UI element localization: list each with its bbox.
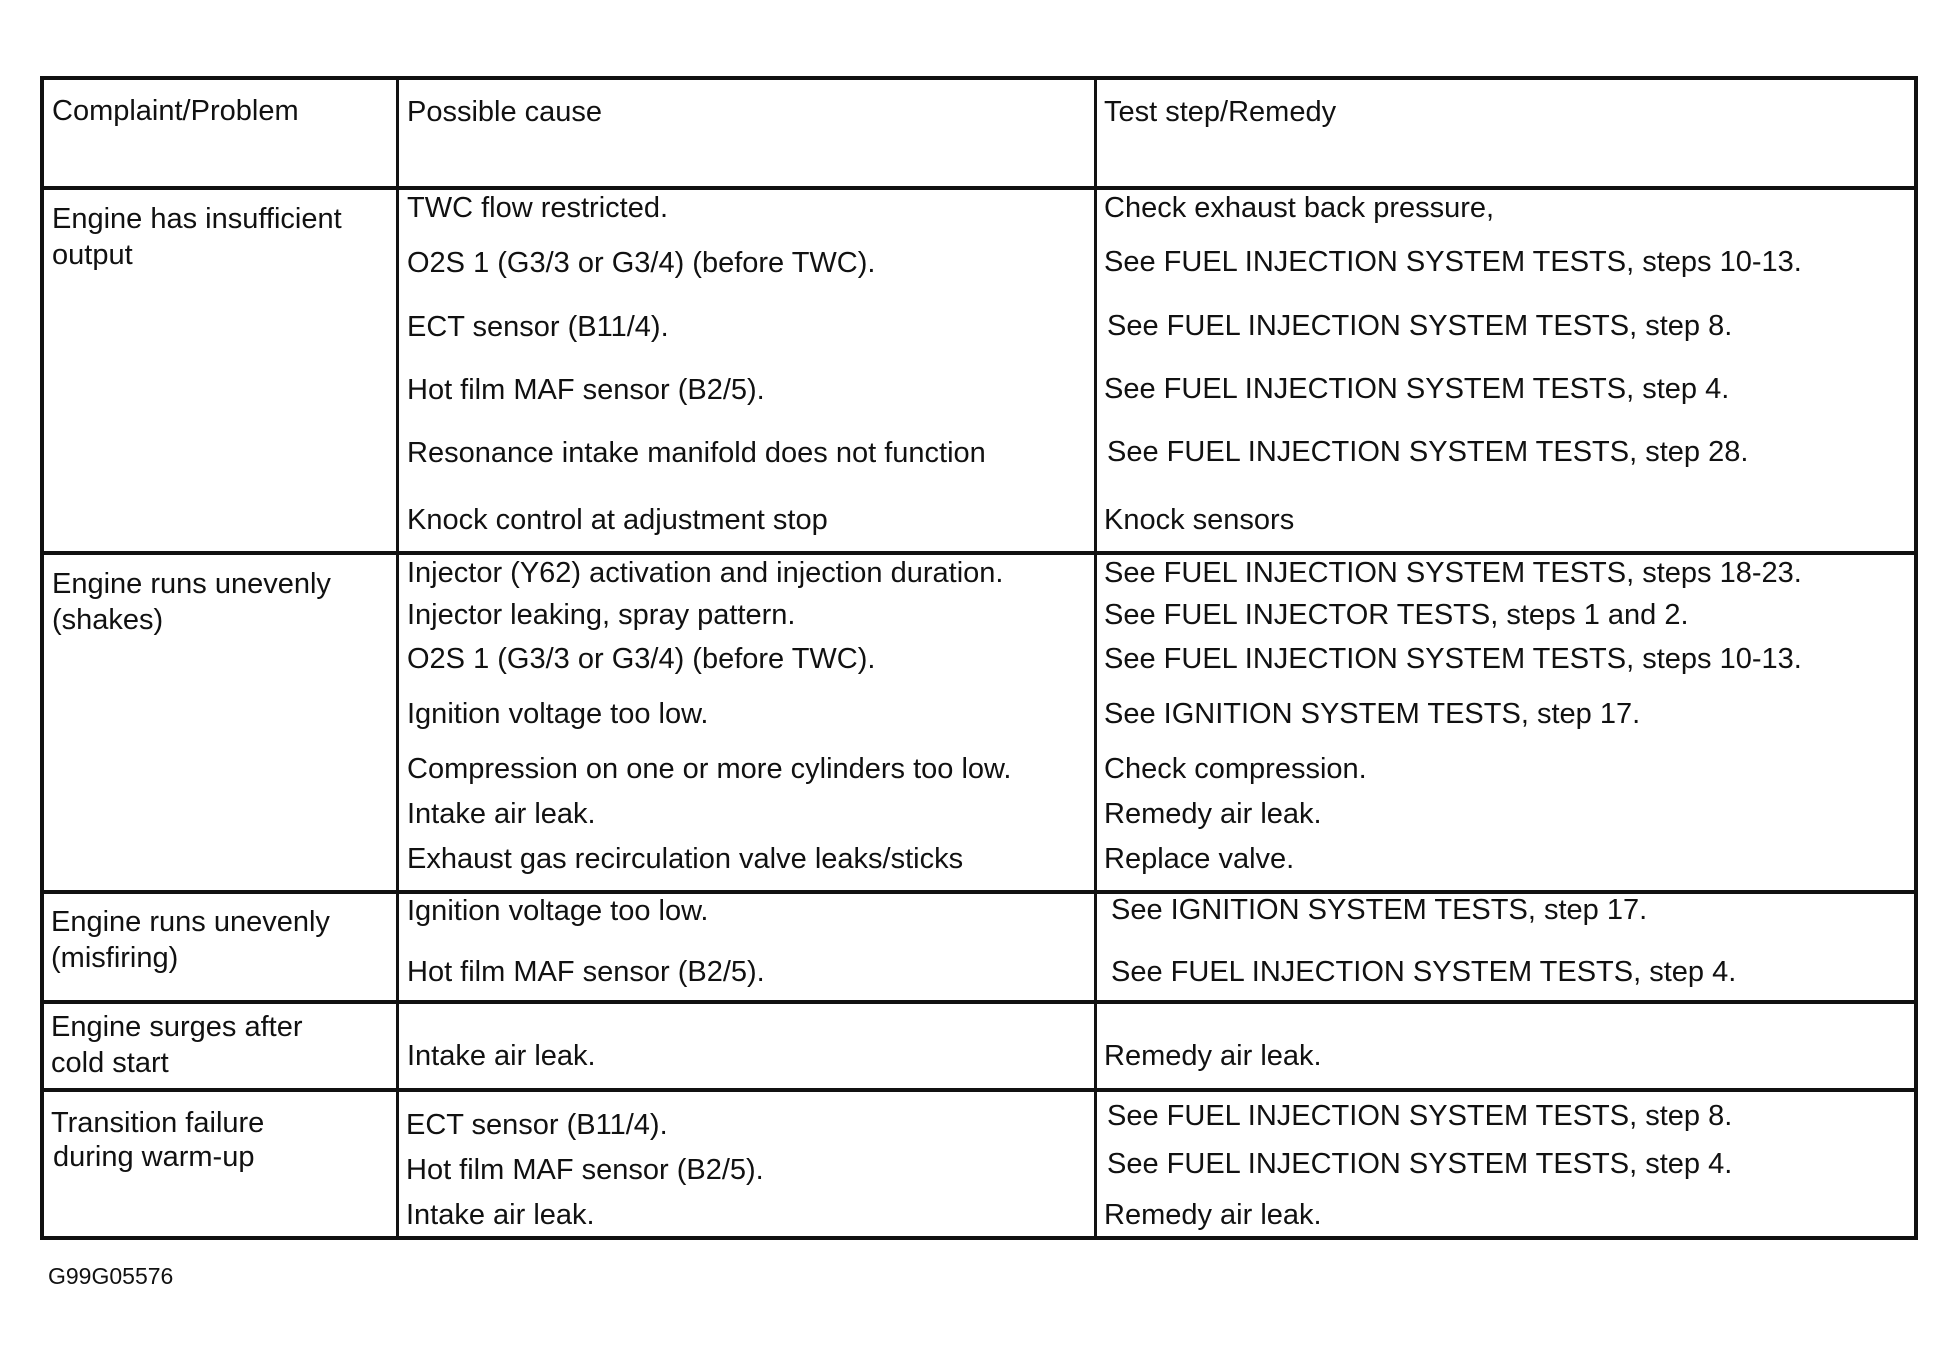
row-2-complaint-line-1: Engine runs unevenly	[52, 568, 331, 600]
row-5-remedy-1: See FUEL INJECTION SYSTEM TESTS, step 8.	[1107, 1100, 1733, 1132]
row-4-cause-1: Intake air leak.	[407, 1040, 596, 1072]
row-3-cause-1: Ignition voltage too low.	[407, 895, 709, 927]
row-1-cause-3: ECT sensor (B11/4).	[407, 311, 669, 343]
row-2-cause-5: Compression on one or more cylinders too low.	[407, 753, 1012, 785]
row-2-remedy-5: Check compression.	[1104, 753, 1367, 785]
row-2-remedy-7: Replace valve.	[1104, 843, 1295, 875]
row-4-remedy-1: Remedy air leak.	[1104, 1040, 1322, 1072]
row-4-complaint-line-1: Engine surges after	[51, 1011, 303, 1043]
row-1-cause-6: Knock control at adjustment stop	[407, 504, 828, 536]
row-1-remedy-1: Check exhaust back pressure,	[1104, 192, 1495, 224]
row-1-cause-2: O2S 1 (G3/3 or G3/4) (before TWC).	[407, 247, 876, 279]
row-2-remedy-1: See FUEL INJECTION SYSTEM TESTS, steps 18-23.	[1104, 557, 1802, 589]
row-3-complaint-line-2: (misfiring)	[51, 942, 179, 974]
header-complaint: Complaint/Problem	[52, 95, 299, 127]
row-1-remedy-4: See FUEL INJECTION SYSTEM TESTS, step 4.	[1104, 373, 1730, 405]
troubleshooting-table	[40, 76, 1918, 1240]
row-1-remedy-5: See FUEL INJECTION SYSTEM TESTS, step 28.	[1107, 436, 1749, 468]
row-5-remedy-2: See FUEL INJECTION SYSTEM TESTS, step 4.	[1107, 1148, 1733, 1180]
row-1-remedy-2: See FUEL INJECTION SYSTEM TESTS, steps 10-13.	[1104, 246, 1802, 278]
row-2-cause-3: O2S 1 (G3/3 or G3/4) (before TWC).	[407, 643, 876, 675]
row-5-remedy-3: Remedy air leak.	[1104, 1199, 1322, 1231]
row-1-complaint-line-1: Engine has insufficient	[52, 203, 342, 235]
header-divider	[44, 186, 1914, 190]
row-5-cause-1: ECT sensor (B11/4).	[406, 1109, 668, 1141]
row-3-cause-2: Hot film MAF sensor (B2/5).	[407, 956, 765, 988]
row-2-cause-2: Injector leaking, spray pattern.	[407, 599, 796, 631]
row-1-complaint-line-2: output	[52, 239, 133, 271]
row-5-cause-3: Intake air leak.	[406, 1199, 595, 1231]
row-2-remedy-6: Remedy air leak.	[1104, 798, 1322, 830]
row-2-remedy-3: See FUEL INJECTION SYSTEM TESTS, steps 10-13.	[1104, 643, 1802, 675]
row-1-remedy-3: See FUEL INJECTION SYSTEM TESTS, step 8.	[1107, 310, 1733, 342]
row-5-complaint-line-2: during warm-up	[53, 1141, 255, 1173]
row-5-cause-2: Hot film MAF sensor (B2/5).	[406, 1154, 764, 1186]
row-2-cause-1: Injector (Y62) activation and injection duration.	[407, 557, 1004, 589]
row-1-cause-1: TWC flow restricted.	[407, 192, 669, 224]
row-1-cause-5: Resonance intake manifold does not function	[407, 437, 986, 469]
row-2-cause-6: Intake air leak.	[407, 798, 596, 830]
row-3-remedy-2: See FUEL INJECTION SYSTEM TESTS, step 4.	[1111, 956, 1737, 988]
header-cause: Possible cause	[407, 96, 603, 128]
row-2-complaint-line-2: (shakes)	[52, 604, 164, 636]
row-2-cause-4: Ignition voltage too low.	[407, 698, 709, 730]
column-divider-2	[1094, 80, 1097, 1236]
row-1-cause-4: Hot film MAF sensor (B2/5).	[407, 374, 765, 406]
figure-code: G99G05576	[48, 1263, 174, 1289]
row-3-complaint-line-1: Engine runs unevenly	[51, 906, 330, 938]
row-2-remedy-4: See IGNITION SYSTEM TESTS, step 17.	[1104, 698, 1641, 730]
row-2-remedy-2: See FUEL INJECTOR TESTS, steps 1 and 2.	[1104, 599, 1689, 631]
row-1-remedy-6: Knock sensors	[1104, 504, 1295, 536]
row-2-cause-7: Exhaust gas recirculation valve leaks/sticks	[407, 843, 964, 875]
row-5-complaint-line-1: Transition failure	[51, 1107, 265, 1139]
row-4-complaint-line-2: cold start	[51, 1047, 169, 1079]
header-remedy: Test step/Remedy	[1104, 96, 1337, 128]
column-divider-1	[396, 80, 399, 1236]
row-divider-1	[44, 551, 1914, 555]
row-3-remedy-1: See IGNITION SYSTEM TESTS, step 17.	[1111, 894, 1648, 926]
row-divider-3	[44, 1000, 1914, 1004]
row-divider-4	[44, 1088, 1914, 1092]
